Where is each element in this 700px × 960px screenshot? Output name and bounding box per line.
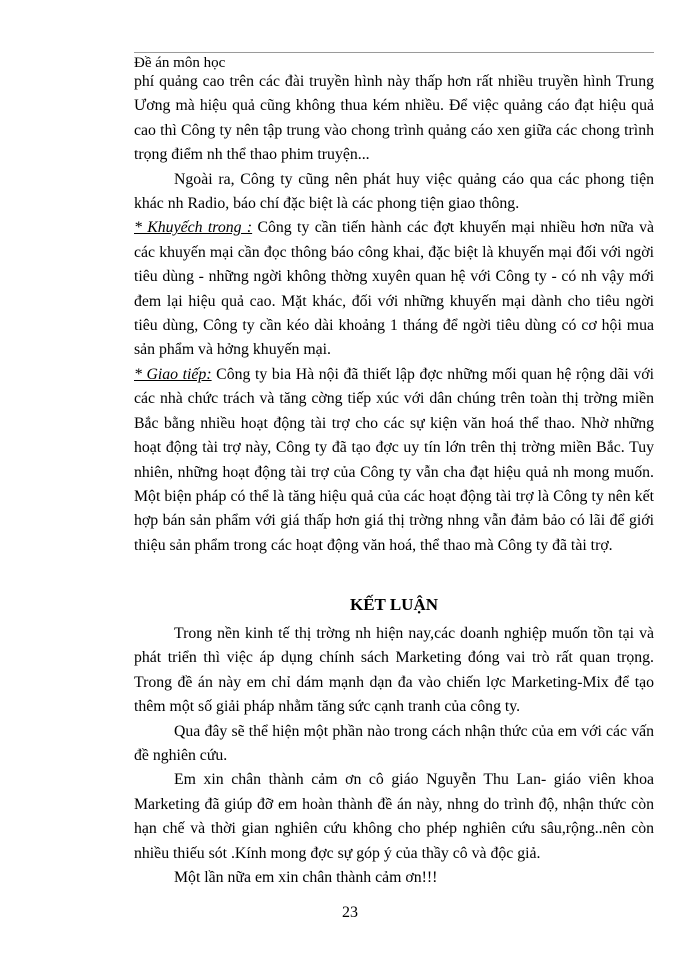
promotion-label: * Khuyếch trong : bbox=[134, 219, 253, 237]
public-relations-text: Công ty bia Hà nội đã thiết lập đợc những mối quan hệ rộng dãi với các nhà chức trách và tăng cờng tiếp xúc với dân chúng trên toàn thị trờng miền Bắc bằng nhiều hoạt động tài trợ cho các sự kiện văn hoá thể thao. Nhờ những hoạt động tài trợ này, Công ty đã tạo đợc uy tín lớn trên thị trờng miền Bắc. Tuy nhiên, những hoạt động tài trợ của Công ty vẫn cha đạt hiệu quả nh mong muốn. Một biện pháp có thể là tăng hiệu quả của các hoạt động tài trợ là Công ty nên kết hợp bán sản phẩm với giá thấp hơn giá thị trờng nhng vẫn đảm bảo có lãi để giới thiệu sản phẩm trong các hoạt động văn hoá, thể thao mà Công ty đã tài trợ. bbox=[134, 365, 654, 554]
paragraph-other-media: Ngoài ra, Công ty cũng nên phát huy việc quảng cáo qua các phong tiện khác nh Radio, báo chí đặc biệt là các phong tiện giao thông. bbox=[134, 170, 654, 213]
promotion-text: Công ty cần tiến hành các đợt khuyến mại nhiều hơn nữa và các khuyến mại cần đọc thông báo công khai, đặc biệt là khuyến mại đối với ngời tiêu dùng - những ngời không thờng xuyên quan hệ với Công ty - có nh vậy mới đem lại hiệu quả cao. Mặt khác, đối với những khuyến mại dành cho tiêu ngời tiêu dùng, Công ty cần kéo dài khoảng 1 tháng để ngời tiêu dùng có cơ hội mua sản phẩm và hởng khuyến mại. bbox=[134, 219, 654, 359]
paragraph-public-relations bbox=[134, 363, 654, 558]
page-header: Đề án môn học bbox=[134, 55, 226, 71]
header-rule bbox=[134, 52, 654, 53]
conclusion-heading: KẾT LUẬN bbox=[349, 595, 438, 614]
conclusion-paragraph-1: Trong nền kinh tế thị trờng nh hiện nay,các doanh nghiệp muốn tồn tại và phát triển thì việc áp dụng chính sách Marketing đóng vai trò rất quan trọng. Trong đề án này em chỉ dám mạnh dạn đa vào chiến lợc Marketing-Mix để tạo thêm một số giải pháp nhằm tăng sức cạnh tranh của công ty. bbox=[134, 625, 654, 716]
conclusion-paragraph-3: Em xin chân thành cảm ơn cô giáo Nguyễn Thu Lan- giáo viên khoa Marketing đã giúp đỡ em hoàn thành đề án này, nhng do trình độ, nhận thức còn hạn chế và thời gian nghiên cứu không cho phép nghiên cứu sâu,rộng..nên còn nhiều thiếu sót .Kính mong đợc sự góp ý của thầy cô và độc giả. bbox=[134, 771, 654, 862]
conclusion-section bbox=[134, 622, 654, 890]
conclusion-paragraph-2: Qua đây sẽ thể hiện một phần nào trong cách nhận thức của em với các vấn đề nghiên cứu. bbox=[134, 722, 654, 765]
page-number: 23 bbox=[342, 904, 358, 921]
paragraph-tv-advertising: phí quảng cao trên các đài truyền hình này thấp hơn rất nhiều truyền hình Trung Ương mà hiệu quả cũng không thua kém nhiều. Để việc quảng cáo đạt hiệu quả cao thì Công ty nên tập trung vào chong trình quảng cáo xen giữa các chong trình trọng điểm nh thể thao phim truyện... bbox=[134, 73, 654, 164]
paragraph-promotion bbox=[134, 216, 654, 362]
public-relations-label: * Giao tiếp: bbox=[134, 365, 212, 383]
body-section bbox=[134, 70, 654, 558]
conclusion-paragraph-4: Một lần nữa em xin chân thành cảm ơn!!! bbox=[174, 869, 438, 887]
